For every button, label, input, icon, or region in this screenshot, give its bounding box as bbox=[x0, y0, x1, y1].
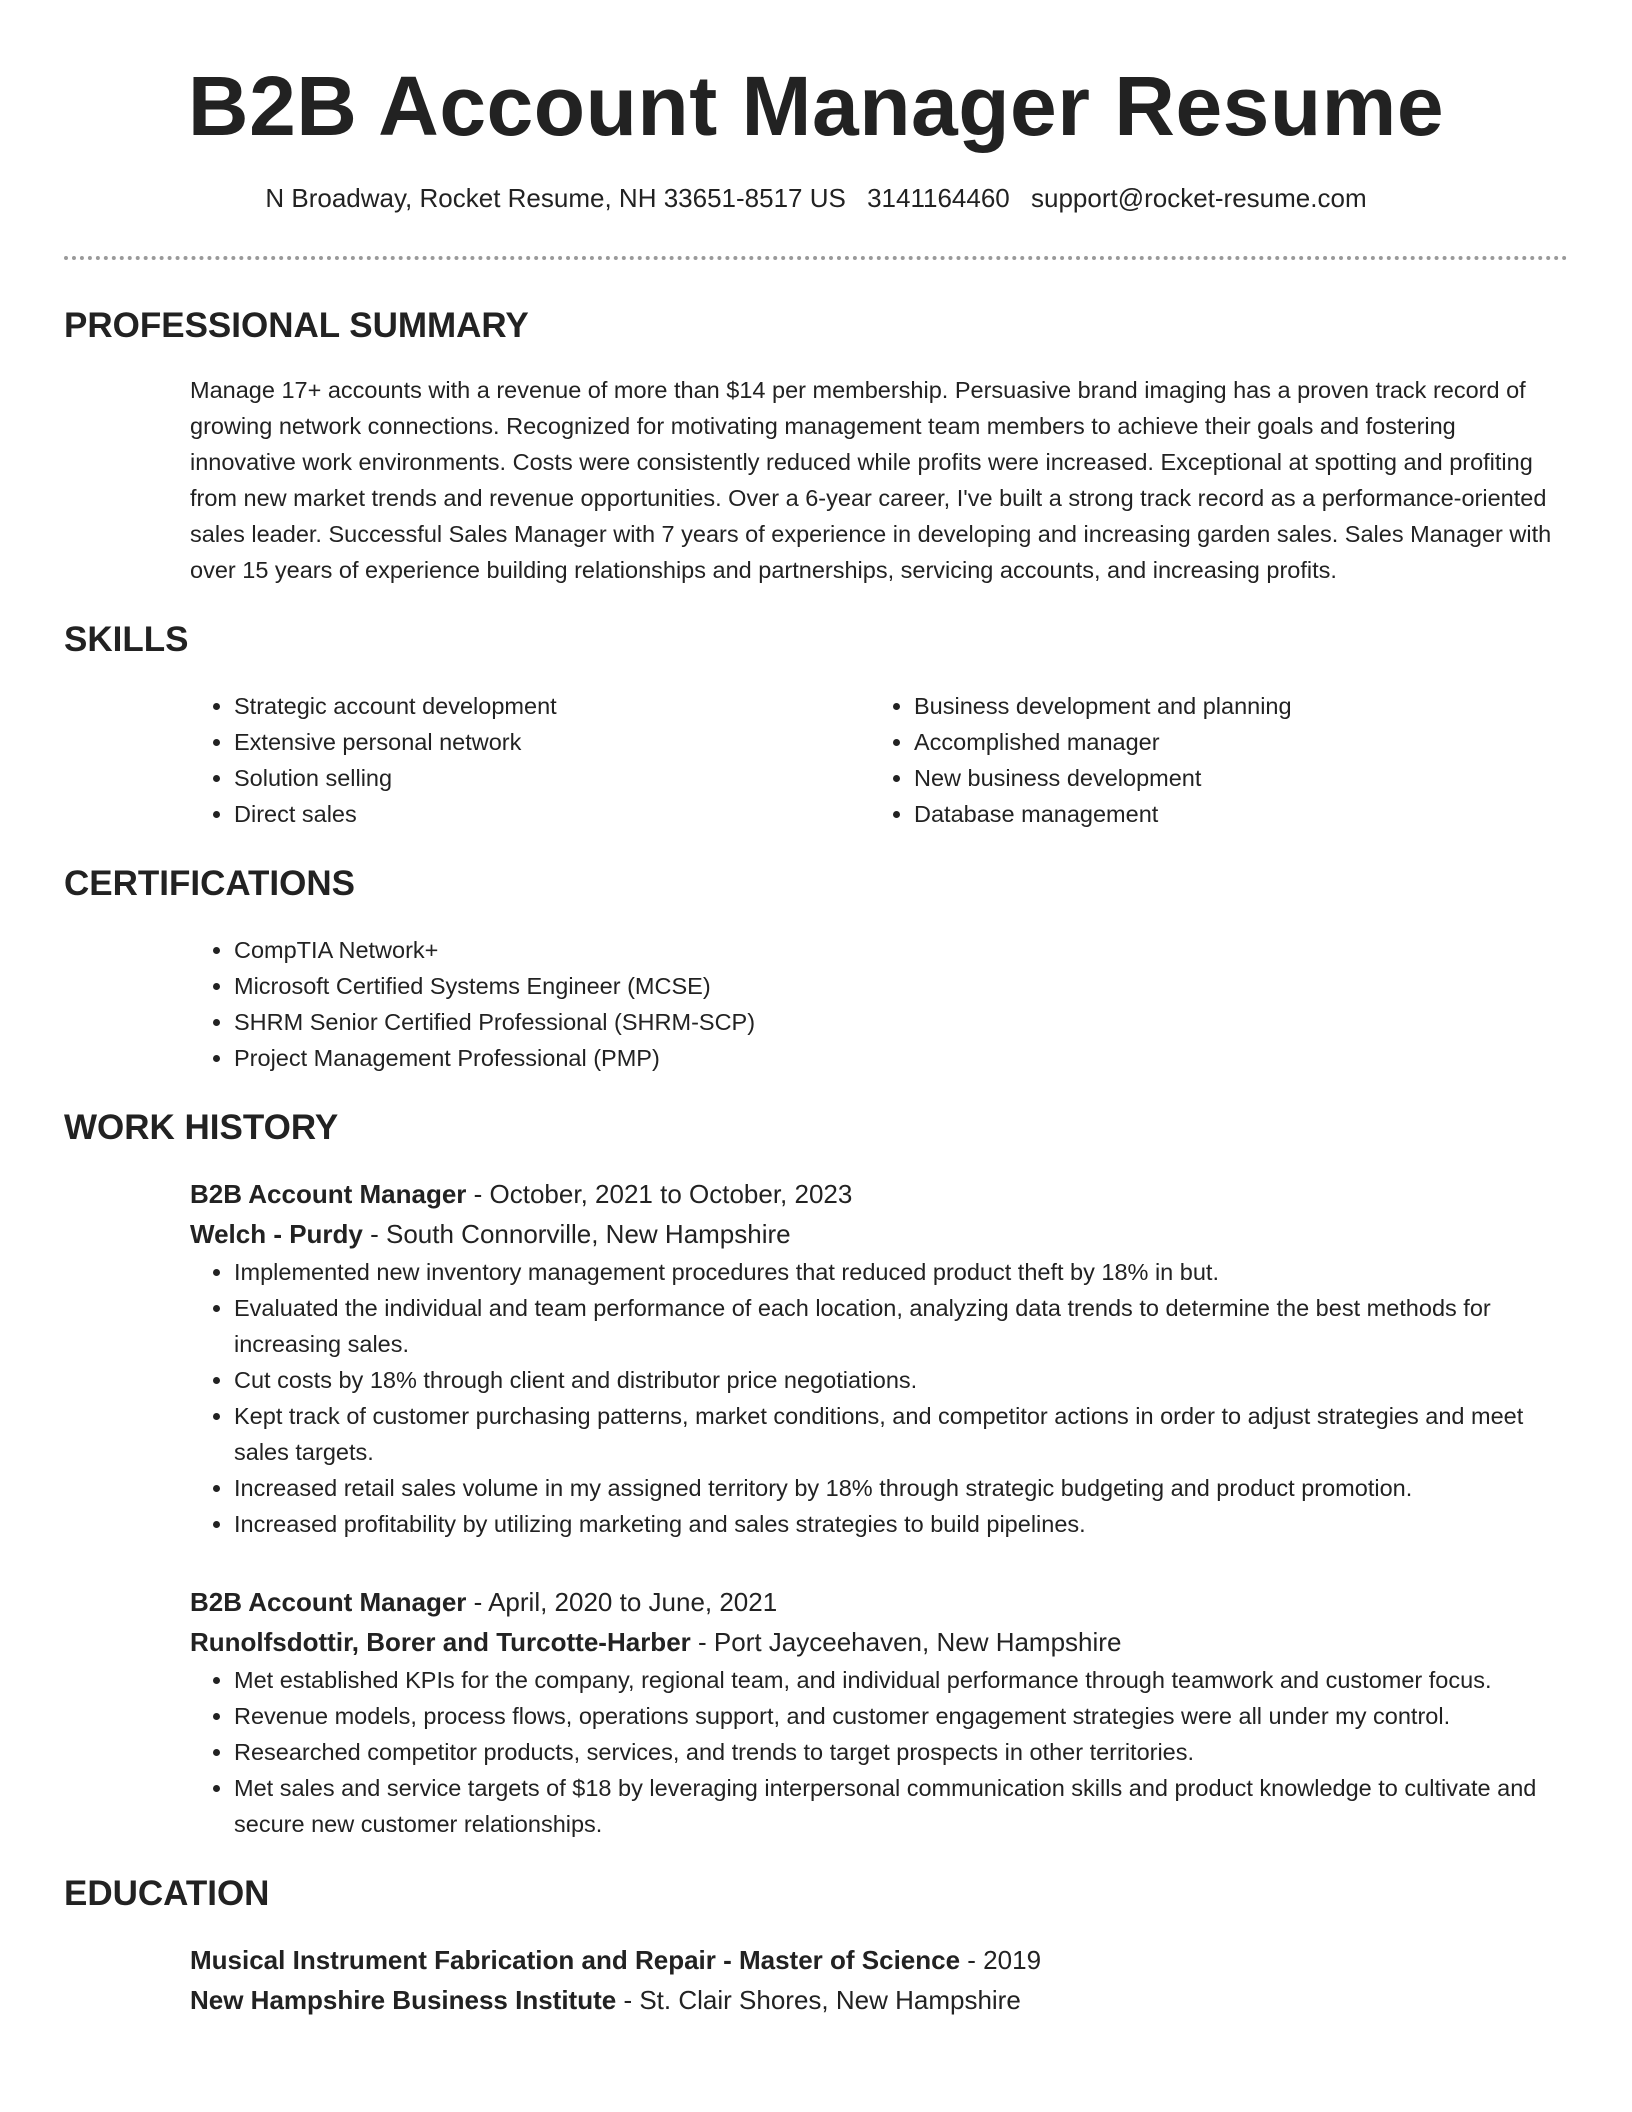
summary-text: Manage 17+ accounts with a revenue of more than $14 per membership. Persuasive brand imaging has a proven track record of growing network connections. Recognized for motivating management team members to achieve their goals and fostering innovative work environments. Costs were consistently reduced while profits were increased. Exceptional at spotting and profiting from new market trends and revenue opportunities. Over a 6-year career, I've built a strong track record as a performance-oriented sales leader. Successful Sales Manager with 7 years of experience in developing and increasing garden sales. Sales Manager with over 15 years of experience building relationships and partnerships, servicing accounts, and increasing profits. bbox=[190, 377, 1552, 583]
skill-item: • Solution selling bbox=[234, 760, 870, 796]
job-bullet: • Met established KPIs for the company, regional team, and individual performance through teamwork and customer focus. bbox=[234, 1662, 1568, 1698]
job-location: - South Connorville, New Hampshire bbox=[362, 1219, 791, 1249]
job-bullet: • Revenue models, process flows, operations support, and customer engagement strategies were all under my control. bbox=[234, 1698, 1568, 1734]
skills-list-left bbox=[190, 688, 870, 832]
job-location: - Port Jayceehaven, New Hampshire bbox=[690, 1627, 1122, 1657]
summary-heading: PROFESSIONAL SUMMARY bbox=[64, 306, 529, 345]
certification-item: • Project Management Professional (PMP) bbox=[234, 1040, 1568, 1076]
work-history-heading: WORK HISTORY bbox=[64, 1108, 339, 1147]
job-dates: - April, 2020 to June, 2021 bbox=[466, 1587, 778, 1617]
education-degree: Musical Instrument Fabrication and Repair - Master of Science bbox=[190, 1945, 961, 1975]
job-role: B2B Account Manager bbox=[190, 1179, 467, 1209]
education-location: - St. Clair Shores, New Hampshire bbox=[616, 1985, 1021, 2015]
contact-email: support@rocket-resume.com bbox=[1030, 183, 1367, 213]
job-bullet: • Kept track of customer purchasing patterns, market conditions, and competitor actions in order to adjust strategies and meet sales targets. bbox=[234, 1398, 1568, 1470]
skill-item: • New business development bbox=[914, 760, 1568, 796]
job-company: Welch - Purdy bbox=[190, 1219, 363, 1249]
job-company-line bbox=[190, 1622, 1568, 1662]
job-bullets bbox=[190, 1662, 1568, 1842]
header-divider bbox=[64, 256, 1568, 260]
education-entry bbox=[190, 1940, 1568, 2020]
job-entry bbox=[190, 1582, 1568, 1842]
education-heading: EDUCATION bbox=[64, 1874, 270, 1913]
contact-line bbox=[64, 180, 1568, 216]
resume-title: B2B Account Manager Resume bbox=[187, 59, 1445, 153]
skills-heading: SKILLS bbox=[64, 620, 189, 659]
contact-phone: 3141164460 bbox=[867, 183, 1010, 213]
certifications-list bbox=[190, 932, 1568, 1076]
job-bullet: • Increased retail sales volume in my assigned territory by 18% through strategic budgeting and product promotion. bbox=[234, 1470, 1568, 1506]
job-bullet: • Cut costs by 18% through client and distributor price negotiations. bbox=[234, 1362, 1568, 1398]
contact-address: N Broadway, Rocket Resume, NH 33651-8517 US bbox=[265, 183, 846, 213]
education-degree-line bbox=[190, 1940, 1568, 1980]
job-dates: - October, 2021 to October, 2023 bbox=[466, 1179, 853, 1209]
skill-item: • Accomplished manager bbox=[914, 724, 1568, 760]
skill-item: • Business development and planning bbox=[914, 688, 1568, 724]
certifications-heading: CERTIFICATIONS bbox=[64, 864, 356, 903]
education-school: New Hampshire Business Institute bbox=[190, 1985, 617, 2015]
skill-item: • Database management bbox=[914, 796, 1568, 832]
job-role-line bbox=[190, 1582, 1568, 1622]
job-bullet: • Implemented new inventory management procedures that reduced product theft by 18% in but. bbox=[234, 1254, 1568, 1290]
certification-item: • CompTIA Network+ bbox=[234, 932, 1568, 968]
job-role: B2B Account Manager bbox=[190, 1587, 467, 1617]
job-company: Runolfsdottir, Borer and Turcotte-Harber bbox=[190, 1627, 691, 1657]
job-bullets bbox=[190, 1254, 1568, 1542]
skills-grid bbox=[190, 688, 1568, 832]
job-entry bbox=[190, 1174, 1568, 1542]
job-bullet: • Met sales and service targets of $18 by leveraging interpersonal communication skills and product knowledge to cultivate and secure new customer relationships. bbox=[234, 1770, 1568, 1842]
job-company-line bbox=[190, 1214, 1568, 1254]
skills-list-right bbox=[870, 688, 1568, 832]
skill-item: • Extensive personal network bbox=[234, 724, 870, 760]
skill-item: • Direct sales bbox=[234, 796, 870, 832]
skill-item: • Strategic account development bbox=[234, 688, 870, 724]
job-bullet: • Increased profitability by utilizing marketing and sales strategies to build pipelines. bbox=[234, 1506, 1568, 1542]
job-bullet: • Evaluated the individual and team performance of each location, analyzing data trends to determine the best methods for increasing sales. bbox=[234, 1290, 1568, 1362]
education-school-line bbox=[190, 1980, 1568, 2020]
certification-item: • Microsoft Certified Systems Engineer (MCSE) bbox=[234, 968, 1568, 1004]
job-bullet: • Researched competitor products, services, and trends to target prospects in other territories. bbox=[234, 1734, 1568, 1770]
job-role-line bbox=[190, 1174, 1568, 1214]
certification-item: • SHRM Senior Certified Professional (SHRM-SCP) bbox=[234, 1004, 1568, 1040]
education-year: - 2019 bbox=[960, 1945, 1042, 1975]
